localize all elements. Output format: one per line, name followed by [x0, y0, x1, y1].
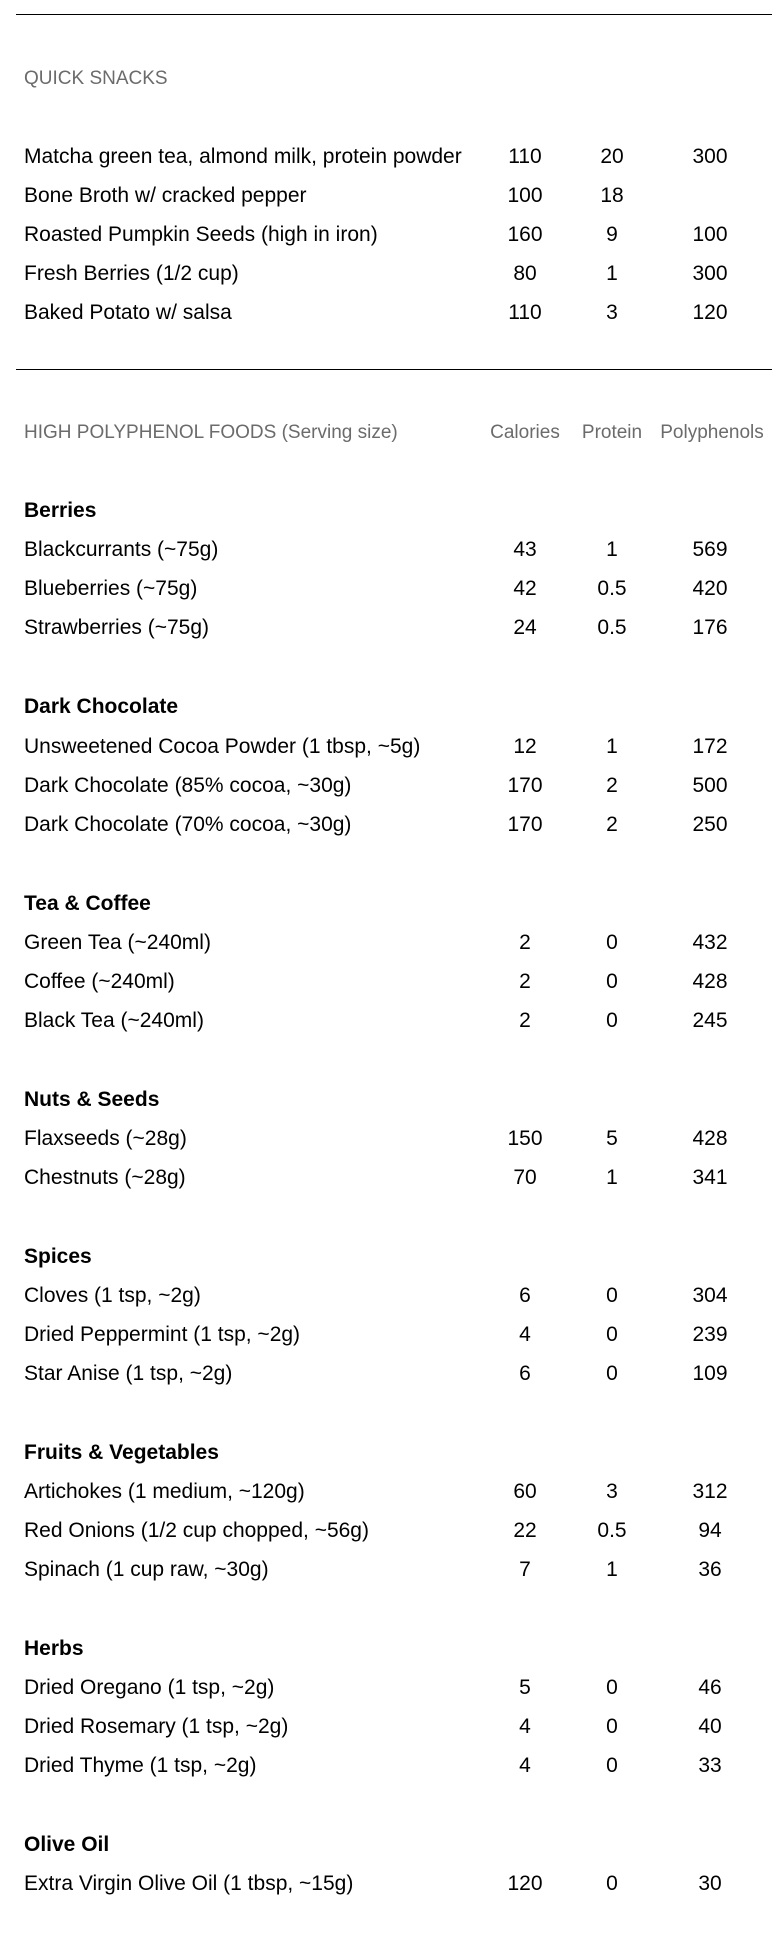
food-name: Star Anise (1 tsp, ~2g) [24, 1362, 233, 1385]
polyphenols-value: 304 [692, 1284, 728, 1307]
polyphenols-value: 245 [692, 1009, 728, 1032]
category-name: Tea & Coffee [24, 892, 151, 915]
polyphenols-value: 176 [692, 616, 728, 639]
polyphenols-value: 312 [692, 1480, 728, 1503]
calories-value: 5 [519, 1676, 531, 1699]
table-row [0, 928, 782, 958]
category-heading [0, 1085, 782, 1115]
calories-value: 60 [513, 1480, 537, 1503]
protein-value: 0 [606, 1009, 618, 1032]
polyphenols-value: 100 [692, 223, 728, 246]
category-heading [0, 692, 782, 722]
protein-value: 18 [600, 184, 624, 207]
table-row [0, 1124, 782, 1154]
calories-value: 4 [519, 1323, 531, 1346]
table-row [0, 574, 782, 604]
calories-value: 6 [519, 1284, 531, 1307]
table-row [0, 1869, 782, 1899]
food-name: Dried Oregano (1 tsp, ~2g) [24, 1676, 275, 1699]
polyphenol-foods-title: HIGH POLYPHENOL FOODS (Serving size) [24, 422, 398, 443]
polyphenols-value: 30 [698, 1872, 722, 1895]
protein-value: 0 [606, 1872, 618, 1895]
protein-value: 0.5 [597, 577, 627, 600]
polyphenols-value: 172 [692, 735, 728, 758]
polyphenols-value: 120 [692, 301, 728, 324]
food-name: Chestnuts (~28g) [24, 1166, 186, 1189]
food-name: Blackcurrants (~75g) [24, 538, 219, 561]
polyphenols-value: 300 [692, 262, 728, 285]
food-name: Dark Chocolate (70% cocoa, ~30g) [24, 813, 352, 836]
calories-value: 100 [507, 184, 543, 207]
food-name: Unsweetened Cocoa Powder (1 tbsp, ~5g) [24, 735, 421, 758]
table-row [0, 810, 782, 840]
polyphenols-value: 420 [692, 577, 728, 600]
food-name: Fresh Berries (1/2 cup) [24, 262, 239, 285]
protein-value: 2 [606, 774, 618, 797]
food-name: Cloves (1 tsp, ~2g) [24, 1284, 201, 1307]
quick-snacks-title: QUICK SNACKS [24, 68, 168, 89]
polyphenols-value: 239 [692, 1323, 728, 1346]
polyphenols-value: 40 [698, 1715, 722, 1738]
calories-value: 4 [519, 1754, 531, 1777]
calories-value: 170 [507, 774, 543, 797]
calories-value: 4 [519, 1715, 531, 1738]
table-row [0, 771, 782, 801]
column-header-protein: Protein [581, 422, 643, 443]
calories-value: 160 [507, 223, 543, 246]
quick-snacks-header [0, 64, 782, 94]
protein-value: 1 [606, 538, 618, 561]
category-heading [0, 1242, 782, 1272]
divider-middle [16, 369, 772, 370]
polyphenol-foods-header [0, 418, 782, 448]
food-name: Spinach (1 cup raw, ~30g) [24, 1558, 269, 1581]
protein-value: 0 [606, 1323, 618, 1346]
food-name: Black Tea (~240ml) [24, 1009, 204, 1032]
food-name: Strawberries (~75g) [24, 616, 209, 639]
polyphenols-value: 432 [692, 931, 728, 954]
table-row [0, 1516, 782, 1546]
polyphenols-value: 428 [692, 970, 728, 993]
food-name: Matcha green tea, almond milk, protein powder [24, 145, 462, 168]
calories-value: 7 [519, 1558, 531, 1581]
category-name: Fruits & Vegetables [24, 1441, 219, 1464]
protein-value: 20 [600, 145, 624, 168]
polyphenols-value: 250 [692, 813, 728, 836]
food-name: Dried Rosemary (1 tsp, ~2g) [24, 1715, 289, 1738]
category-heading [0, 889, 782, 919]
category-name: Spices [24, 1245, 92, 1268]
polyphenols-value: 341 [692, 1166, 728, 1189]
category-name: Nuts & Seeds [24, 1088, 160, 1111]
calories-value: 2 [519, 970, 531, 993]
food-name: Dried Peppermint (1 tsp, ~2g) [24, 1323, 301, 1346]
protein-value: 0 [606, 970, 618, 993]
polyphenols-value: 109 [692, 1362, 728, 1385]
food-name: Artichokes (1 medium, ~120g) [24, 1480, 305, 1503]
protein-value: 0 [606, 1362, 618, 1385]
calories-value: 80 [513, 262, 537, 285]
calories-value: 150 [507, 1127, 543, 1150]
category-heading [0, 1830, 782, 1860]
calories-value: 6 [519, 1362, 531, 1385]
polyphenols-value: 36 [698, 1558, 722, 1581]
category-name: Berries [24, 499, 97, 522]
column-header-calories: Calories [490, 422, 560, 443]
table-row [0, 732, 782, 762]
food-name: Roasted Pumpkin Seeds (high in iron) [24, 223, 378, 246]
food-name: Bone Broth w/ cracked pepper [24, 184, 307, 207]
food-name: Red Onions (1/2 cup chopped, ~56g) [24, 1519, 369, 1542]
table-row [0, 1359, 782, 1389]
protein-value: 1 [606, 1166, 618, 1189]
food-name: Extra Virgin Olive Oil (1 tbsp, ~15g) [24, 1872, 354, 1895]
divider-top [16, 14, 772, 15]
protein-value: 1 [606, 262, 618, 285]
protein-value: 0.5 [597, 616, 627, 639]
calories-value: 2 [519, 931, 531, 954]
protein-value: 0 [606, 1715, 618, 1738]
table-row [0, 1320, 782, 1350]
calories-value: 2 [519, 1009, 531, 1032]
category-name: Herbs [24, 1637, 84, 1660]
table-row [0, 220, 782, 250]
food-name: Dark Chocolate (85% cocoa, ~30g) [24, 774, 352, 797]
polyphenols-value: 46 [698, 1676, 722, 1699]
protein-value: 3 [606, 1480, 618, 1503]
polyphenols-value: 300 [692, 145, 728, 168]
protein-value: 9 [606, 223, 618, 246]
table-row [0, 1006, 782, 1036]
calories-value: 110 [508, 301, 542, 324]
food-name: Flaxseeds (~28g) [24, 1127, 187, 1150]
calories-value: 42 [513, 577, 537, 600]
protein-value: 0 [606, 931, 618, 954]
calories-value: 70 [513, 1166, 537, 1189]
table-row [0, 181, 782, 211]
polyphenols-value: 569 [692, 538, 728, 561]
category-name: Dark Chocolate [24, 695, 179, 718]
protein-value: 1 [606, 1558, 618, 1581]
calories-value: 24 [513, 616, 537, 639]
polyphenols-value: 33 [698, 1754, 722, 1777]
food-name: Baked Potato w/ salsa [24, 301, 232, 324]
protein-value: 3 [606, 301, 618, 324]
polyphenols-value: 428 [692, 1127, 728, 1150]
table-row [0, 1477, 782, 1507]
table-row [0, 613, 782, 643]
calories-value: 43 [513, 538, 537, 561]
food-name: Green Tea (~240ml) [24, 931, 211, 954]
protein-value: 1 [606, 735, 618, 758]
table-row [0, 1281, 782, 1311]
column-header-polyphenols: Polyphenols [660, 422, 764, 443]
calories-value: 12 [513, 735, 537, 758]
protein-value: 0 [606, 1676, 618, 1699]
calories-value: 120 [507, 1872, 543, 1895]
calories-value: 22 [513, 1519, 537, 1542]
food-name: Coffee (~240ml) [24, 970, 175, 993]
category-heading [0, 496, 782, 526]
food-name: Dried Thyme (1 tsp, ~2g) [24, 1754, 257, 1777]
table-row [0, 1712, 782, 1742]
protein-value: 2 [606, 813, 618, 836]
table-row [0, 142, 782, 172]
protein-value: 0 [606, 1284, 618, 1307]
polyphenols-value: 500 [692, 774, 728, 797]
table-row [0, 967, 782, 997]
table-row [0, 1555, 782, 1585]
table-row [0, 535, 782, 565]
food-name: Blueberries (~75g) [24, 577, 198, 600]
table-row [0, 1751, 782, 1781]
protein-value: 0 [606, 1754, 618, 1777]
calories-value: 170 [507, 813, 543, 836]
polyphenols-value: 94 [698, 1519, 722, 1542]
table-row [0, 1673, 782, 1703]
table-row [0, 298, 782, 328]
table-row [0, 259, 782, 289]
category-heading [0, 1438, 782, 1468]
table-row [0, 1163, 782, 1193]
protein-value: 5 [606, 1127, 618, 1150]
category-heading [0, 1634, 782, 1664]
category-name: Olive Oil [24, 1833, 110, 1856]
calories-value: 110 [508, 145, 542, 168]
protein-value: 0.5 [597, 1519, 627, 1542]
